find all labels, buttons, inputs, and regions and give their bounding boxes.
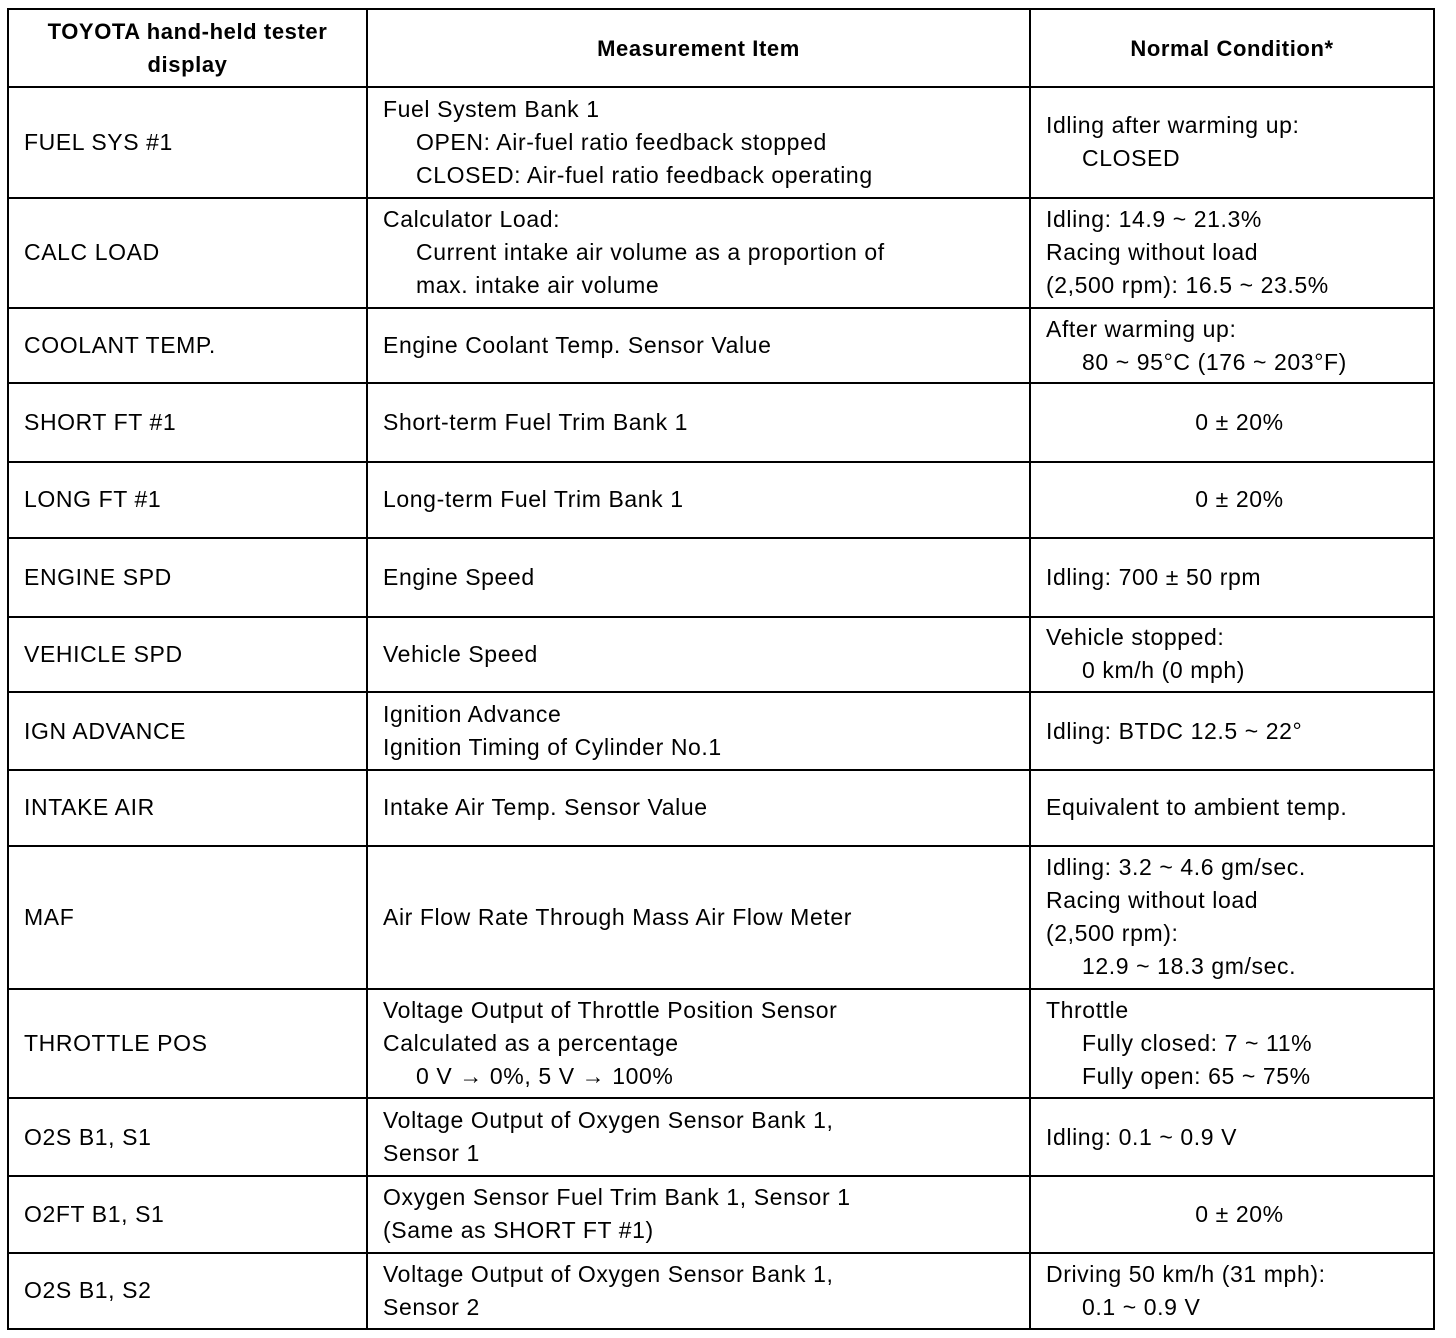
measurement-item-line: Ignition Advance xyxy=(383,701,562,728)
normal-condition-cell xyxy=(1030,617,1434,692)
normal-condition-line: Equivalent to ambient temp. xyxy=(1046,794,1348,821)
measurement-item-line: CLOSED: Air-fuel ratio feedback operating xyxy=(416,161,873,188)
normal-condition-line: Racing without load xyxy=(1046,239,1259,266)
measurement-item-line: Engine Coolant Temp. Sensor Value xyxy=(383,332,772,359)
measurement-item-line: Engine Speed xyxy=(383,563,535,590)
measurement-item-cell xyxy=(367,538,1030,616)
normal-condition-line: Fully open: 65 ~ 75% xyxy=(1082,1063,1311,1090)
table-row xyxy=(8,846,1434,990)
header-tester-display: TOYOTA hand-held tester display xyxy=(8,9,367,87)
table-row xyxy=(8,308,1434,383)
header-row xyxy=(8,9,1434,87)
measurement-item-line: Calculated as a percentage xyxy=(383,1030,679,1057)
normal-condition-cell xyxy=(1030,989,1434,1098)
normal-condition-cell xyxy=(1030,308,1434,383)
table-row xyxy=(8,383,1434,461)
measurement-item-line: 0 V → 0%, 5 V → 100% xyxy=(416,1063,674,1090)
table-row xyxy=(8,87,1434,198)
tester-display-cell: VEHICLE SPD xyxy=(8,617,367,692)
measurement-item-cell xyxy=(367,846,1030,990)
normal-condition-cell xyxy=(1030,692,1434,770)
normal-condition-line: Idling: BTDC 12.5 ~ 22° xyxy=(1046,717,1303,744)
normal-condition-line: 0 km/h (0 mph) xyxy=(1082,657,1246,684)
normal-condition-line: (2,500 rpm): xyxy=(1046,920,1179,947)
measurement-item-line: Sensor 2 xyxy=(383,1293,480,1320)
normal-condition-line: Fully closed: 7 ~ 11% xyxy=(1082,1030,1313,1057)
normal-condition-line: 0 ± 20% xyxy=(1195,409,1284,436)
measurement-item-cell xyxy=(367,87,1030,198)
tester-display-cell: IGN ADVANCE xyxy=(8,692,367,770)
measurement-item-line: Air Flow Rate Through Mass Air Flow Meter xyxy=(383,903,852,930)
diagnostic-data-table xyxy=(7,8,1435,1330)
normal-condition-line: After warming up: xyxy=(1046,315,1237,342)
table-row xyxy=(8,462,1434,538)
normal-condition-line: 80 ~ 95°C (176 ~ 203°F) xyxy=(1082,348,1347,375)
tester-display-cell: LONG FT #1 xyxy=(8,462,367,538)
measurement-item-cell xyxy=(367,617,1030,692)
measurement-item-line: Current intake air volume as a proportion of xyxy=(416,239,885,266)
normal-condition-cell xyxy=(1030,1176,1434,1252)
normal-condition-line: Racing without load xyxy=(1046,887,1259,914)
measurement-item-line: Oxygen Sensor Fuel Trim Bank 1, Sensor 1 xyxy=(383,1184,851,1211)
normal-condition-line: Throttle xyxy=(1046,997,1129,1024)
header-normal-condition: Normal Condition* xyxy=(1030,9,1434,87)
normal-condition-line: 0 ± 20% xyxy=(1195,1200,1284,1227)
table-row xyxy=(8,692,1434,770)
measurement-item-line: Intake Air Temp. Sensor Value xyxy=(383,794,708,821)
normal-condition-cell xyxy=(1030,462,1434,538)
tester-display-cell: MAF xyxy=(8,846,367,990)
measurement-item-line: Sensor 1 xyxy=(383,1140,480,1167)
measurement-item-line: (Same as SHORT FT #1) xyxy=(383,1217,654,1244)
header-measurement-item: Measurement Item xyxy=(367,9,1030,87)
table-row xyxy=(8,1098,1434,1176)
tester-display-cell: O2FT B1, S1 xyxy=(8,1176,367,1252)
measurement-item-line: Voltage Output of Throttle Position Sensor xyxy=(383,997,838,1024)
normal-condition-line: 0.1 ~ 0.9 V xyxy=(1082,1293,1201,1320)
tester-display-cell: INTAKE AIR xyxy=(8,770,367,845)
normal-condition-line: Idling: 0.1 ~ 0.9 V xyxy=(1046,1123,1238,1150)
tester-display-cell: ENGINE SPD xyxy=(8,538,367,616)
normal-condition-line: Vehicle stopped: xyxy=(1046,624,1225,651)
measurement-item-line: Fuel System Bank 1 xyxy=(383,95,600,122)
table-row xyxy=(8,1253,1434,1329)
table-row xyxy=(8,538,1434,616)
measurement-item-line: Voltage Output of Oxygen Sensor Bank 1, xyxy=(383,1260,834,1287)
tester-display-cell: FUEL SYS #1 xyxy=(8,87,367,198)
tester-display-cell: O2S B1, S1 xyxy=(8,1098,367,1176)
normal-condition-line: Idling: 14.9 ~ 21.3% xyxy=(1046,206,1262,233)
table-row xyxy=(8,1176,1434,1252)
normal-condition-line: CLOSED xyxy=(1082,145,1181,172)
normal-condition-cell xyxy=(1030,198,1434,309)
normal-condition-cell xyxy=(1030,770,1434,845)
measurement-item-line: Long-term Fuel Trim Bank 1 xyxy=(383,486,684,513)
measurement-item-line: Ignition Timing of Cylinder No.1 xyxy=(383,734,722,761)
tester-display-cell: O2S B1, S2 xyxy=(8,1253,367,1329)
measurement-item-cell xyxy=(367,989,1030,1098)
normal-condition-line: 12.9 ~ 18.3 gm/sec. xyxy=(1082,953,1297,980)
measurement-item-cell xyxy=(367,1176,1030,1252)
table-row xyxy=(8,617,1434,692)
normal-condition-cell xyxy=(1030,846,1434,990)
table-row xyxy=(8,989,1434,1098)
measurement-item-cell xyxy=(367,1098,1030,1176)
tester-display-cell: COOLANT TEMP. xyxy=(8,308,367,383)
measurement-item-cell xyxy=(367,198,1030,309)
normal-condition-cell xyxy=(1030,383,1434,461)
measurement-item-cell xyxy=(367,770,1030,845)
normal-condition-line: 0 ± 20% xyxy=(1195,486,1284,513)
measurement-item-cell xyxy=(367,308,1030,383)
normal-condition-line: Idling after warming up: xyxy=(1046,112,1300,139)
normal-condition-line: Driving 50 km/h (31 mph): xyxy=(1046,1260,1326,1287)
measurement-item-cell xyxy=(367,383,1030,461)
normal-condition-cell xyxy=(1030,87,1434,198)
normal-condition-line: Idling: 700 ± 50 rpm xyxy=(1046,563,1262,590)
measurement-item-line: Short-term Fuel Trim Bank 1 xyxy=(383,409,689,436)
measurement-item-line: Calculator Load: xyxy=(383,206,561,233)
measurement-item-line: OPEN: Air-fuel ratio feedback stopped xyxy=(416,128,827,155)
measurement-item-cell xyxy=(367,692,1030,770)
table-row xyxy=(8,770,1434,845)
normal-condition-line: Idling: 3.2 ~ 4.6 gm/sec. xyxy=(1046,854,1306,881)
measurement-item-line: Voltage Output of Oxygen Sensor Bank 1, xyxy=(383,1107,834,1134)
tester-display-cell: CALC LOAD xyxy=(8,198,367,309)
measurement-item-line: Vehicle Speed xyxy=(383,640,538,667)
measurement-item-line: max. intake air volume xyxy=(416,272,660,299)
measurement-item-cell xyxy=(367,1253,1030,1329)
tester-display-cell: SHORT FT #1 xyxy=(8,383,367,461)
normal-condition-cell xyxy=(1030,1253,1434,1329)
table-row xyxy=(8,198,1434,309)
normal-condition-cell xyxy=(1030,538,1434,616)
measurement-item-cell xyxy=(367,462,1030,538)
tester-display-cell: THROTTLE POS xyxy=(8,989,367,1098)
normal-condition-cell xyxy=(1030,1098,1434,1176)
normal-condition-line: (2,500 rpm): 16.5 ~ 23.5% xyxy=(1046,272,1329,299)
